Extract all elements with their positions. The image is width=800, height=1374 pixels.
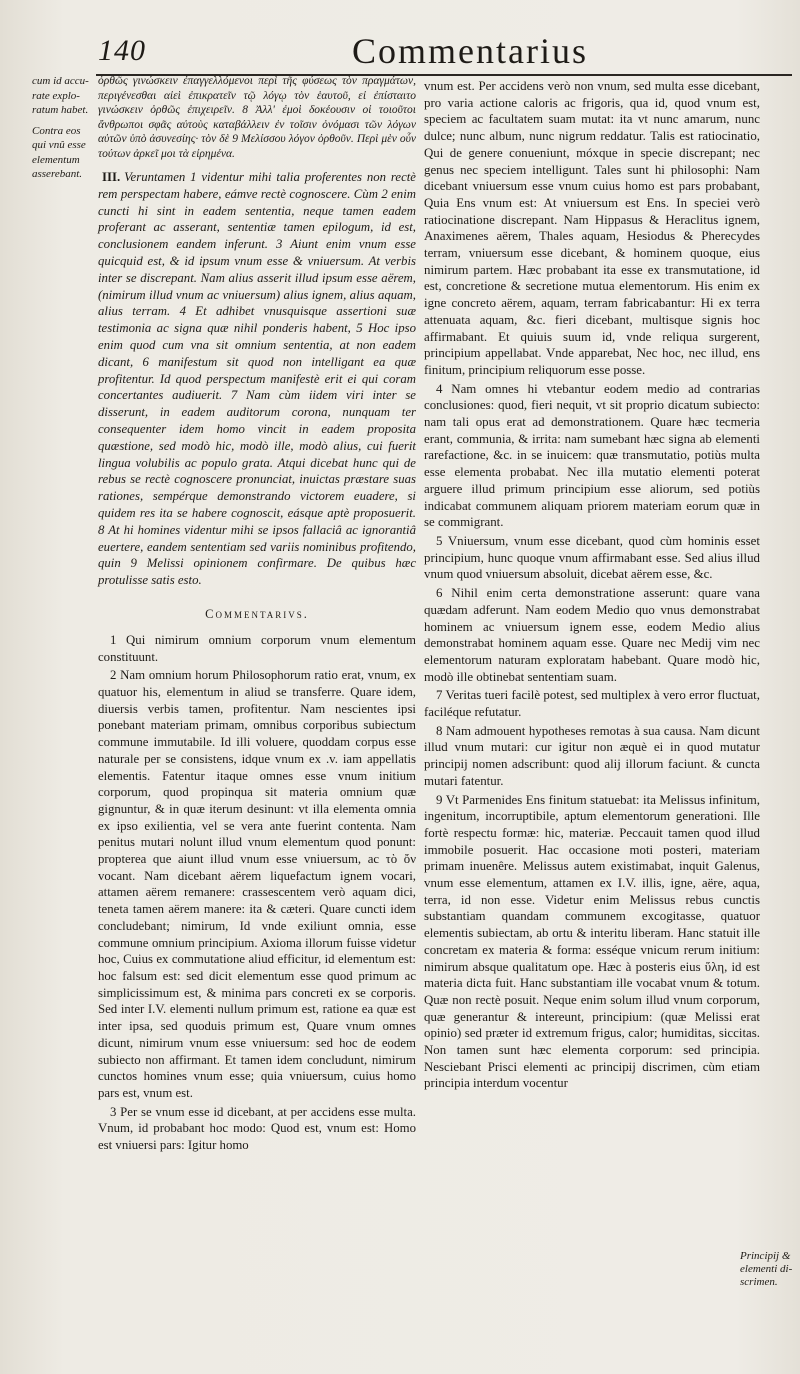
greek-text: ὀρθῶς γινώσκειν ἐπαγγελλόμενοι περὶ τῆς φύσεως τὸν πραγμάτων, περιγένεσθαι αἰεὶ ἐπικρατεῖν τῷ λόγῳ τὸν ἑαυτοῦ, εἰ ἐπίσταιτο γινώσκειν ὀρθῶς ἐπιχειρεῖν. 8 Ἀλλ' ἐμοὶ δοκέουσιν οἱ τοιοῦτοι ἄνθρωποι σφᾶς αὐτοὺς καταβάλλειν ἐν τοῖσιν ὀνόμασι τῶν λόγων αὐτῶν ὑπὸ ἀσυνεσίης· τὸν δὲ 9 Μελίσσου λόγον ὀρθοῦν. Περὶ μὲν οὖν τούτων ἀρκεῖ μοι τὰ εἰρημένα.: [98, 75, 416, 160]
right-column: [424, 78, 760, 1094]
commentary-paragraph: 7 Veritas tueri facilè potest, sed multiplex à vero error fluctuat, faciléque refutatur.: [424, 688, 760, 720]
commentary-paragraph: 5 Vniuersum, vnum esse dicebant, quod cùm hominis esset principium, hunc quoque vnum affirmabant esse. Sed alius illud vnum quod vniuersum absoluit, dicebat aërem esse, &c.: [424, 533, 760, 582]
commentary-paragraph: vnum est. Per accidens verò non vnum, sed multa esse dicebant, pro varia actione caloris ac frigoris, qua id, quod vnum est, speciem ac facultatem suam mutat: ita vt nunc amarum, nunc dulce; nunc album, nunc nigrum reddatur. Talis est ratiocinatio, Qui de genere conueniunt, móxque in specie discrepant; nec genus nec speciem intelligunt. Tales sunt hi philosophi: Nam dicebant vniuersum esse vnum cuius homo est pars probabant, Quia Ens vnum est: At vniuersum est Ens. In speciei verò ratiocinatione discrepant. Nam Hippasus & Heraclitus ignem, Anaximenes aërem, Thales aquam, Hesiodus & Pherecydes terram, vniuersum esse dicebant, & hominem quoque, eius nimirum partem. Hæc probabant ita esse ex transmutatione, id est, concretione & secretione mutua elementorum. His enim ex igne concreto aërem, aquam, terram fabricabantur: Hi ex terra attenuata aquam, &c. fieri dicebant, multisque signis hoc affirmabant. Et quiuis suum id, vnde reliqua surgerent, principium appellabat. Vnde apparebat, Nec hoc, nec illud, ens finitum, principium reliquorum esse posse.: [424, 79, 760, 377]
right-margin-note: Principij & elementi di-scrimen.: [740, 1250, 793, 1288]
commentary-paragraph: 6 Nihil enim certa demonstratione asserunt: quare vana quædam adferunt. Nam eodem Medio quo vnus demonstrabat hominem ac vniuersum ignem esse, eodem Medio alius demonstrabat hominem aquam esse. Quare nec Medij vim nec elementorum naturam exploratam habebant. Quare modò hic, modò ille obtinebat sententiam suam.: [424, 586, 760, 684]
commentary-paragraph: 9 Vt Parmenides Ens finitum statuebat: ita Melissus infinitum, ingenitum, incorruptibile, aptum elementorum generationi. Ille fortè respectu formæ: hic, materiæ. Peccauit tamen quod illud immobile posuerit. Hac occasione moti posteri, materiam primam inuenêre. Melissus autem existimabat, inquit Galenus, vnum esse elementum, attamen ex I.V. illis, igne, aëre, aqua, terra, id non esse. Videtur enim Melissus rebus cunctis substantiam quandam communem excogitasse, quatuor elementis subiectam, ab ortu & interitu liberam. Hanc statuit ille concretam ex materia & forma: esséque vnicum rerum initium: nimirum absque qualitatum ope. Hæc à posteris eius ὕλη, id est materia dicta fuit. Hanc substantiam ille vocabat vnum & totum. Quæ non rectè posuit. Neque enim solum illud vnum corporum, quæ generantur & intereunt, principium: (quæ Melissi erat opinio) sed præter id extremum frigus, calor; humiditas, siccitas. Non tamen sunt hæc elementa corporum: sed principia. Nesciebant Prisci elementi ac principij discrimen, cùm etiam principia interdum vocentur: [424, 792, 760, 1091]
commentary-paragraph: 4 Nam omnes hi vtebantur eodem medio ad contrarias conclusiones: quod, fieri nequit, vt sit proprio dicatum subiecto: nam tali opus erat ad demonstrationem. Quare hæc tecmeria erant, communia, & irrita: nam sumebant hæc signa ab elementi rarefactione, &c. in se inuicem: quæ transmutatio, potiùs multa esse elementa probabat. Nec illa mutatio elementi poterat arguere illud primum principium esse aliorum, sed potiùs indicabat communem aliquam priorem materiam eorum quæ in se commigrant.: [424, 381, 760, 530]
commentary-heading: Commentarivs.: [205, 606, 309, 621]
left-margin-notes: [32, 74, 96, 188]
page-header: [90, 28, 790, 74]
page-number: 140: [98, 34, 146, 67]
left-column: [98, 74, 416, 1156]
latin-translation: [98, 169, 416, 589]
margin-note: Contra eos qui vnû esse elementum asserebant.: [32, 124, 86, 180]
commentary-paragraph: 1 Qui nimirum omnium corporum vnum elementum constituunt.: [98, 632, 416, 664]
margin-note: cum id accu-rate explo-ratum habet.: [32, 75, 89, 116]
commentary-paragraph: 8 Nam admouent hypotheses remotas à sua causa. Nam dicunt illud vnum mutari: cur igitur non æquè ei in quod mutatur principij nomen adscribunt: quod alij illorum faciunt. & cuncta mutari fatentur.: [424, 723, 760, 788]
running-head: Commentarius: [352, 31, 588, 71]
commentary-paragraph: 2 Nam omnium horum Philosophorum ratio erat, vnum, ex quatuor his, elementum in aliud se transferre. Quare idem, diuersis verbis tamen, profitentur. Nam nescientes ipsi ponebant materiam primam, omnibus corporibus subiectum commune immutabile. Id illi voluere, quoddam corpus esse naturale per se consistens, idque vnum ex .v. iam appellatis elementis. Fatentur itaque omnes esse vnum initium corporum, quod propinqua sit materia omnium quæ gignuntur, & in quæ iterum desinunt: vt illa elementa omnia ex ipso exilientia, vel se vera ante fuerint contenta. Nam penitus mutari nolunt illud vnum elementum quod ponunt: propterea que aiunt illud vnum esse vniuersum, ac τὸ ὄν vocant. Nam dicebant aërem liquefactum ignem vocari, attamen aërem remanere: crassescentem verò aquam dici, teneta tamen aërem manere: ita & cæteri. Quare cuncti idem concludebant; nimirum, Id vnde exiliunt omnia, esse commune omnium principium. Axioma illorum fuisse videtur hoc, Cuius ex commutatione aliud efficitur, id elementum est: hoc falsum est: sed dicit elementum esse quod primum ac simplicissimum est, & minima pars concreti ex se corporis. Sed inter I.V. elementi nullum primum est, ratione ea quæ est inter ipsa, sed quoduis primum est, Quare vnum omnes dicunt, nimirum vnum esse vniuersum: sed hoc de eodem subiecto non affirmant. Et tamen idem concludunt, nimirum cunctos homines vnum esse; quia vniuersum, cuius homo pars est, vnum est.: [98, 668, 416, 1100]
commentary-paragraph: 3 Per se vnum esse id dicebant, at per accidens esse multa. Vnum, id probabant hoc modo: Quod est, vnum est: Homo est vniuersi pars: Igitur homo: [98, 1104, 416, 1153]
latin-text: Veruntamen 1 videntur mihi talia proferentes non rectè rem perspectam habere, eámve rectè cognoscere. Cùm 2 enim cuncti hi sint in eadem sententia, neque tamen eadem proferant ac asserant, sententiæ tamen epilogum, id est, conclusionem eandem inferunt. 3 Aiunt enim vnum esse quicquid est, & id ipsum vnum esse & vniuersum. At verbis inter se discrepant. Nam alius asserit illud ipsum esse aërem, (nimirum illud vnum ac vniuersum) alius ignem, alius aquam, alius terram. 4 Et adhibet vnusquisque assertioni suæ testimonia ac signa quæ nihil ponderis habent, 5 Hoc ipso enim quod cum vna sit omnium sententia, at non eadem dicant, 6 manifestum sit quod non intelligant ea quæ profitentur. Id quod perspectum manifestè erit ei qui coram concertantes audiuerit. 7 Nam cùm iidem viri inter se disserunt, in eadem auditorum corona, nunquam ter consequenter idem homo vincit in eadem proposita quæstione, sed modò hic, modò ille, modò alius, cui fuerit lingua volubilis ac populo grata. Atqui dicebat hunc qui de rebus se rectè cognoscere pronunciat, inuictas præstare suas rationes, sempérque demonstrando victorem euadere, si quidem res ita se habere cognoscit, eásque aptè proposuerit. 8 At hi homines videntur mihi se ipsos fallaciâ ac ignorantiâ euertere, eandem sententiam sed variis nominibus profitendo, quin 9 Melissi opinionem confirmare. De quibus hæc protulisse satis esto.: [98, 170, 416, 588]
section-number: III.: [102, 170, 121, 184]
